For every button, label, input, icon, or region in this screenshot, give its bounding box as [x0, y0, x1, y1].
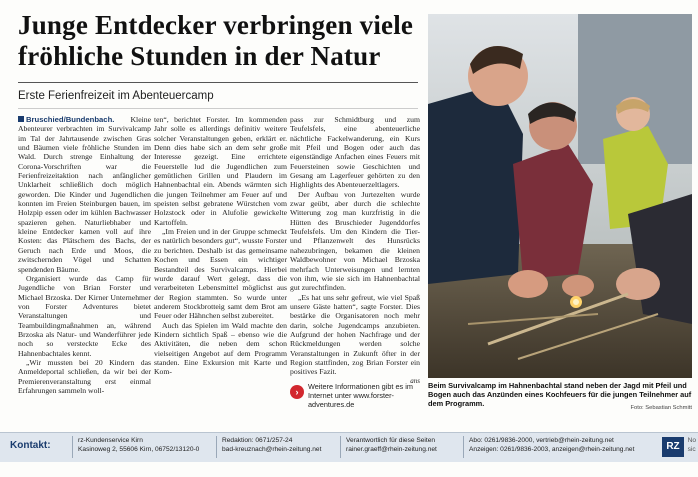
footer-verantwortlich-email[interactable]: rainer.graeff@rhein-zeitung.net: [346, 446, 437, 453]
paragraph: „Wir mussten bei 20 Kindern das Anmeldeportal schließen, da wir bei der Premierenveranstaltung erst einmal Erfahrungen sammeln woll-: [18, 357, 151, 395]
footer-redaktion-phone: Redaktion: 0671/257-24: [222, 437, 293, 444]
paragraph: Der Aufbau von Jurtezelten wurde zwar geübt, aber durch die schlechte Witterung zog man kurzfristig in die Hütten des Bruschieder Jugenddorfes Teufelsfels. Um den Kindern die Tier- und Pflanzenwelt des Hunsrücks nahezubringen, bekamen die kleinen Waldbewohner von Michael Brzoska mehrfach Unterweisungen und lernten von ihm, wie sie sich im Hahnenbachtal gut zurechtfinden.: [290, 189, 420, 293]
footer-service: [78, 436, 199, 454]
footer-logo-tail-line: sic: [687, 446, 696, 453]
article-column-2: [154, 115, 287, 377]
info-text[interactable]: Weitere Informationen gibt es im Internet unter www.forster-adventures.de: [308, 382, 413, 409]
footer-redaktion: [222, 436, 321, 454]
footer-logo-tail-line: No: [687, 437, 696, 444]
paragraph: Auch das Spielen im Wald machte den Kindern sichtlich Spaß – ebenso wie die Aktivitäten, die neben dem schon vielseitigen Angebot auf dem Programm standen. Eine Exkursion mit Karte und Kom-: [154, 320, 287, 377]
subhead-divider: [18, 108, 418, 109]
footer-abo: [469, 436, 634, 454]
dateline-square-icon: [18, 116, 24, 122]
footer-verantwortlich: [346, 436, 437, 454]
article-subhead: Erste Ferienfreizeit im Abenteuercamp: [18, 90, 214, 102]
page-bottom-margin: [0, 462, 698, 477]
paragraph: „Es hat uns sehr gefreut, wie viel Spaß unsere Gäste hatten“, sagte Forster. Dies bestärke die Organisatoren noch mehr darin, solche Jugendcamps anzubieten. Aufgrund der hohen Nachfrage und der Rückmeldungen werden solche Veranstaltungen in Zukunft öfter in der Region stattfinden, zog Brian Forster ein positives Fazit.: [290, 292, 420, 377]
rz-logo: RZ: [662, 437, 684, 457]
author-signature: ans: [410, 376, 420, 385]
footer-anzeigen-line[interactable]: Anzeigen: 0261/9836-2003, anzeigen@rhein-zeitung.net: [469, 446, 635, 453]
arrow-right-icon: ›: [290, 385, 304, 399]
info-box: [290, 383, 420, 413]
headline-divider: [18, 82, 418, 83]
paragraph: pass zur Schmidtburg und zum Teufelsfels, eine abenteuerliche nächtliche Fackelwanderung, ein Kurs mit Pfeil und Bogen oder auch das eigenständige Anfachen eines Feuers mit Feuersteinen sowie Geschichten und Gesang am Lagerfeuer gehörten zu den Highlights des Abenteuerzeltlagers.: [290, 115, 420, 190]
paragraph: Organisiert wurde das Camp für Jugendliche von Brian Forster und Michael Brzoska. Der Kirner Unternehmer von Forster Adventures bietet Veranstaltungen und Teambuildingmaßnahmen an, während Brzoska als Natur- und Wanderführer jede noch so versteckte Ecke des Hahnenbachtales kennt.: [18, 273, 151, 358]
footer-service-name: rz-Kundenservice Kirn: [78, 437, 143, 444]
photo-caption: Beim Survivalcamp im Hahnenbachtal stand neben der Jagd mit Pfeil und Bogen auch das Anzünden eines Kochfeuers für die jungen Teilnehmer auf dem Programm.: [428, 381, 692, 408]
paragraph: [18, 115, 151, 274]
footer-abo-line[interactable]: Abo: 0261/9836-2000, vertrieb@rhein-zeitung.net: [469, 437, 614, 444]
footer-divider: [463, 436, 464, 458]
paragraph-text: Kleine Abenteurer verbrachten im Survivalcamp im Tal der Jahrtausende zwischen Gras und Bäumen viele fröhliche Stunden im Wald. Durch strenge Einhaltung der Corona-Vorschriften war die Ferienfreizeitaktion nach anfänglicher Unklarheit schließlich doch möglich geworden. Die Kinder und Jugendlichen konnten im Freien Steinburgen bauen, im Holzpip essen oder im kühlen Bachwasser spazieren gehen. Naturliebhaber und kleine Entdecker kamen voll auf ihre Kosten: das Plätschern des Bachs, der Geruch nach Erde und Moos, die zwitschernden Vögel und Schatten spendenden Bäume.: [18, 115, 151, 274]
footer-logo-tail: [688, 436, 696, 454]
footer-redaktion-email[interactable]: bad-kreuznach@rhein-zeitung.net: [222, 446, 322, 453]
footer-service-address: Kasinoweg 2, 55606 Kirn, 06752/13120-0: [78, 446, 200, 453]
photo-credit: Foto: Sebastian Schmitt: [630, 405, 692, 411]
article-photo: [428, 14, 692, 378]
footer-divider: [216, 436, 217, 458]
footer-divider: [72, 436, 73, 458]
paragraph: „Im Freien und in der Gruppe schmeckt es natürlich besonders gut“, wusste Forster zu berichten. Deshalb ist das gemeinsame Kochen und Essen ein wichtiger Bestandteil des Survivalcamps. Hierbei wurde darauf Wert gelegt, dass die verarbeiteten Lebensmittel möglichst aus der Region stammten. So wurde unter anderem Stockbrotteig samt dem Brot am Feuer oder Hähnchen selbst zubereitet.: [154, 227, 287, 321]
footer-divider: [340, 436, 341, 458]
footer-label: Kontakt:: [10, 440, 51, 451]
article-column-3: [290, 115, 420, 386]
article-headline: Junge Entdecker verbringen viele fröhliche Stunden in der Natur: [18, 10, 414, 71]
footer-verantwortlich-label: Verantwortlich für diese Seiten: [346, 437, 436, 444]
dateline: Bruschied/Bundenbach.: [26, 115, 115, 124]
article-column-1: [18, 115, 151, 395]
paragraph: ten“, berichtet Forster. Im kommenden Jahr solle es allerdings definitiv weitere solcher Veranstaltungen geben, erklärt er. Denn dies habe sich an dem sehr große Interesse gezeigt. Eine errichtete Feuerstelle lud die Jugendlichen zum gemütlichen Grillen und Plaudern im Hahnenbachtal ein. Abends wärmten sich die jungen Teilnehmer am Feuer auf und speisten selbst gebratene Würstchen vom Holzstock oder in Alufolie gewickelte Kartoffeln.: [154, 115, 287, 227]
contact-footer: [0, 432, 698, 462]
